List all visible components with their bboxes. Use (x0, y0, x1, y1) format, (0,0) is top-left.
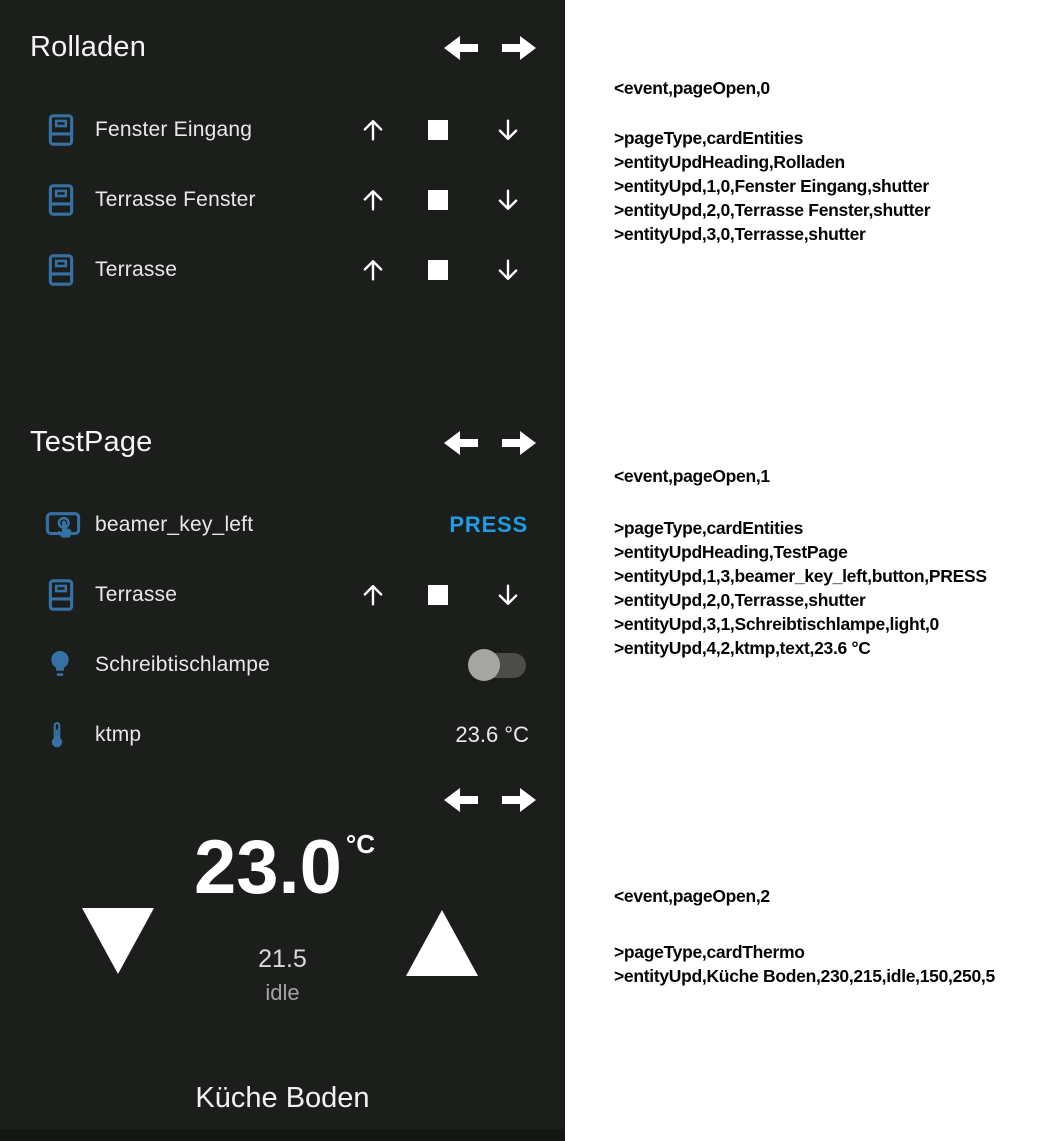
shutter-up-button[interactable] (345, 114, 401, 146)
light-toggle[interactable] (468, 649, 532, 681)
entity-row (0, 630, 565, 700)
current-temperature-value: 23.0 (193, 825, 342, 910)
lightbulb-icon (44, 647, 76, 683)
entity-row (0, 700, 565, 770)
thermo-entity-name: Küche Boden (195, 1082, 370, 1114)
shutter-up-button[interactable] (345, 184, 401, 216)
stop-square-icon (428, 260, 448, 280)
stop-square-icon (428, 190, 448, 210)
toggle-knob (468, 649, 500, 681)
current-temperature (0, 825, 565, 910)
page-prev-button[interactable] (442, 427, 480, 459)
shutter-down-button[interactable] (480, 184, 536, 216)
arrow-up-icon (358, 184, 388, 216)
window-shutter-icon (44, 251, 78, 289)
arrow-up-icon (358, 579, 388, 611)
press-button[interactable]: PRESS (449, 512, 528, 537)
card-header (0, 0, 565, 95)
shutter-stop-button[interactable] (410, 585, 466, 605)
card-header (0, 395, 565, 490)
window-shutter-icon (44, 576, 78, 614)
temp-increase-button[interactable] (406, 908, 478, 976)
log-line: >entityUpdHeading,TestPage (614, 542, 848, 562)
log-line: >entityUpd,3,1,Schreibtischlampe,light,0 (614, 614, 939, 634)
uart-log-block-page2 (614, 884, 995, 988)
shutter-up-button[interactable] (345, 579, 401, 611)
shutter-stop-button[interactable] (410, 260, 466, 280)
entity-row (0, 95, 565, 165)
card-heading: Rolladen (30, 31, 147, 63)
entity-label: beamer_key_left (95, 513, 254, 536)
window-shutter-icon (44, 181, 78, 219)
arrow-right-bold-icon (500, 32, 538, 64)
arrow-left-bold-icon (442, 784, 480, 816)
card-thermo (0, 770, 565, 1141)
gesture-tap-button-icon (44, 508, 82, 542)
arrow-down-icon (493, 254, 523, 286)
shutter-down-button[interactable] (480, 114, 536, 146)
stop-square-icon (428, 120, 448, 140)
entity-label: Schreibtischlampe (95, 653, 270, 676)
thermometer-icon (44, 718, 70, 752)
log-event-line: <event,pageOpen,2 (614, 886, 770, 906)
shutter-down-button[interactable] (480, 254, 536, 286)
arrow-right-bold-icon (500, 427, 538, 459)
entity-label: Terrasse Fenster (95, 188, 256, 211)
entity-row (0, 560, 565, 630)
log-line: >entityUpd,4,2,ktmp,text,23.6 °C (614, 638, 871, 658)
page-prev-button[interactable] (442, 32, 480, 64)
log-line: >entityUpdHeading,Rolladen (614, 152, 845, 172)
hvac-state: idle (265, 980, 300, 1005)
page-nav (442, 427, 538, 459)
card-rolladen (0, 0, 565, 300)
page-nav (442, 784, 538, 816)
log-event-line: <event,pageOpen,1 (614, 466, 770, 486)
arrow-left-bold-icon (442, 32, 480, 64)
page-prev-button[interactable] (442, 784, 480, 816)
sensor-value: 23.6 °C (455, 722, 529, 747)
target-temperature: 21.5 (258, 945, 307, 973)
log-line: >entityUpd,2,0,Terrasse,shutter (614, 590, 866, 610)
entity-label: Fenster Eingang (95, 118, 253, 141)
shutter-up-button[interactable] (345, 254, 401, 286)
arrow-up-icon (358, 254, 388, 286)
log-event-line: <event,pageOpen,0 (614, 78, 770, 98)
log-line: >entityUpd,Küche Boden,230,215,idle,150,250,5 (614, 966, 995, 986)
entity-row (0, 235, 565, 305)
page-next-button[interactable] (500, 32, 538, 64)
arrow-up-icon (358, 114, 388, 146)
page-nav (442, 32, 538, 64)
entity-label: Terrasse (95, 583, 178, 606)
temperature-unit: °C (345, 829, 376, 859)
panel-bottom-edge (0, 1129, 565, 1141)
page-next-button[interactable] (500, 427, 538, 459)
window-shutter-icon (44, 111, 78, 149)
arrow-down-icon (493, 114, 523, 146)
entity-row (0, 165, 565, 235)
uart-log-block-page1 (614, 464, 987, 660)
entity-row (0, 490, 565, 560)
stop-square-icon (428, 585, 448, 605)
entity-label: Terrasse (95, 258, 178, 281)
shutter-stop-button[interactable] (410, 190, 466, 210)
log-line: >pageType,cardEntities (614, 128, 804, 148)
log-line: >entityUpd,2,0,Terrasse Fenster,shutter (614, 200, 931, 220)
shutter-down-button[interactable] (480, 579, 536, 611)
log-line: >entityUpd,1,3,beamer_key_left,button,PRESS (614, 566, 987, 586)
arrow-down-icon (493, 579, 523, 611)
log-line: >pageType,cardThermo (614, 942, 805, 962)
arrow-left-bold-icon (442, 427, 480, 459)
log-line: >entityUpd,3,0,Terrasse,shutter (614, 224, 866, 244)
page-next-button[interactable] (500, 784, 538, 816)
arrow-right-bold-icon (500, 784, 538, 816)
entity-label: ktmp (95, 723, 142, 746)
uart-log-block-page0 (614, 76, 930, 246)
card-heading: TestPage (30, 426, 153, 458)
card-testpage (0, 395, 565, 770)
shutter-stop-button[interactable] (410, 120, 466, 140)
triangle-up-icon (406, 908, 478, 976)
arrow-down-icon (493, 184, 523, 216)
log-line: >pageType,cardEntities (614, 518, 804, 538)
log-line: >entityUpd,1,0,Fenster Eingang,shutter (614, 176, 929, 196)
